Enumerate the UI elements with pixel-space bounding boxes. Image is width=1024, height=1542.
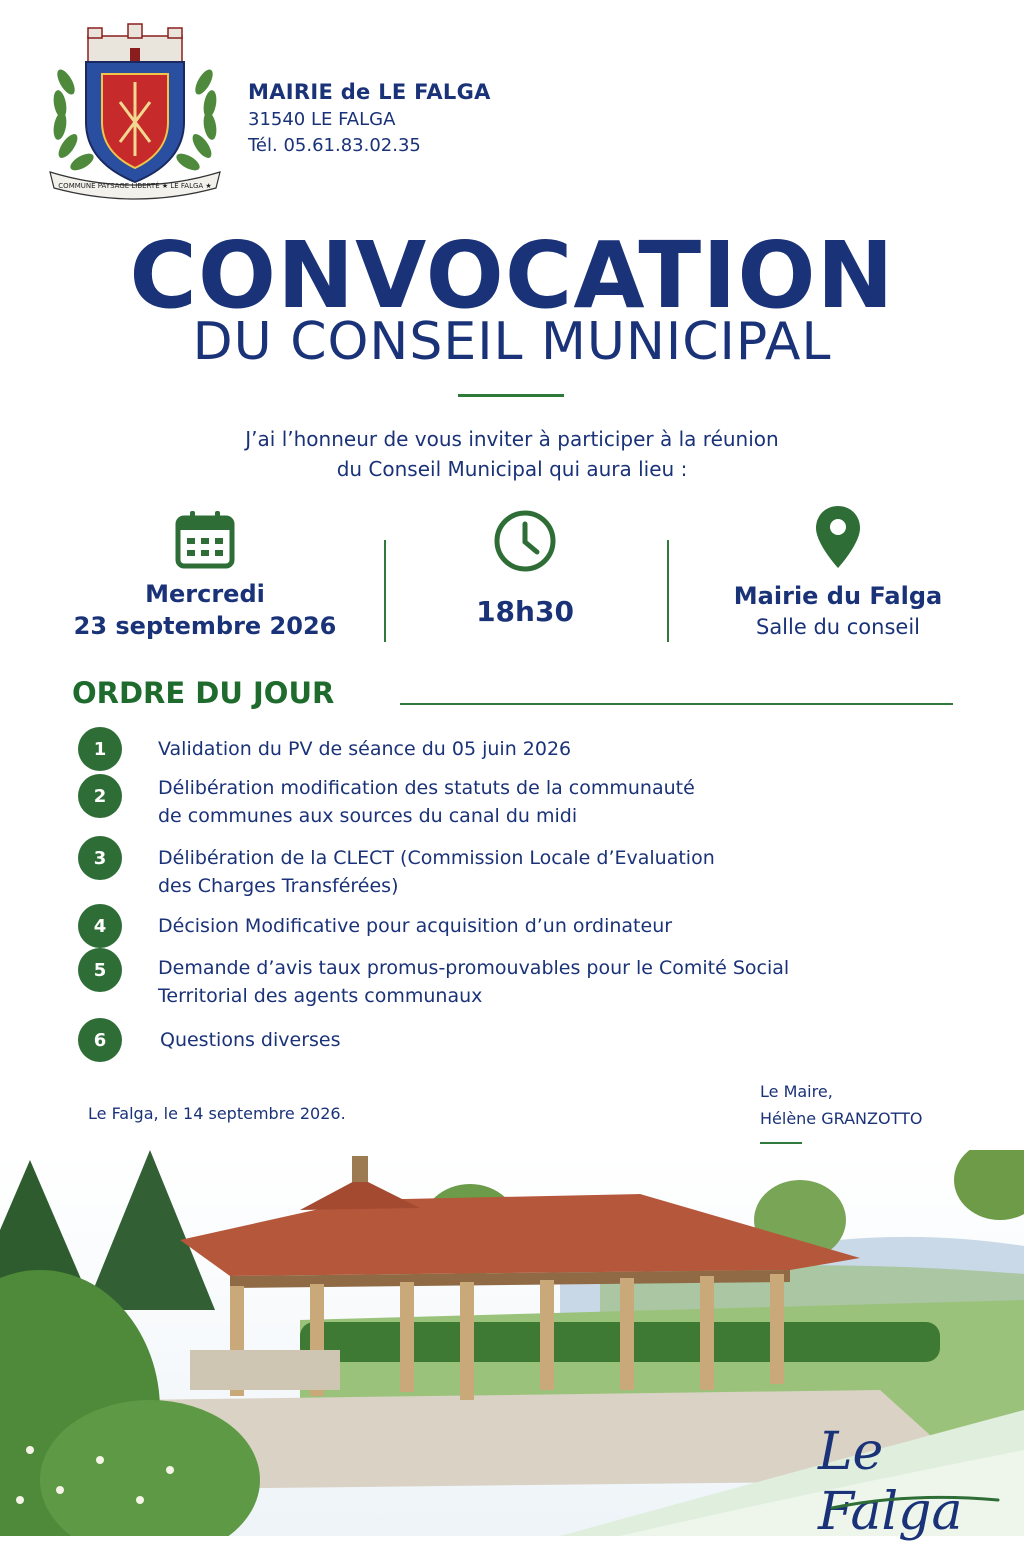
agenda-title: ORDRE DU JOUR	[72, 676, 335, 710]
intro-line-2: du Conseil Municipal qui aura lieu :	[336, 457, 688, 481]
brand-signature: Le Falga	[818, 1422, 963, 1542]
info-divider-2	[667, 540, 669, 642]
agenda-number-badge: 1	[78, 727, 122, 771]
title-divider	[458, 394, 564, 397]
signer-name: Hélène GRANZOTTO	[760, 1109, 923, 1128]
meeting-place: Mairie du Falga	[733, 582, 943, 610]
calendar-icon	[173, 508, 237, 572]
map-pin-icon	[813, 504, 863, 570]
agenda-item-line: des Charges Transférées)	[158, 875, 399, 897]
info-divider-1	[384, 540, 386, 642]
agenda-item-text	[158, 844, 898, 900]
signer-title: Le Maire,	[760, 1082, 833, 1101]
intro-text	[0, 424, 1024, 484]
agenda-number-badge: 3	[78, 836, 122, 880]
place-block	[700, 500, 976, 642]
agenda-item-line: de communes aux sources du canal du midi	[158, 805, 578, 827]
agenda-item-text	[158, 912, 898, 940]
mairie-contact	[248, 80, 491, 156]
agenda-item-line: Délibération modification des statuts de la communauté	[158, 777, 695, 799]
signature-rule	[760, 1142, 802, 1144]
intro-line-1: J’ai l’honneur de vous inviter à participer à la réunion	[245, 427, 779, 451]
agenda-item-text	[158, 735, 898, 763]
agenda-item-line: Décision Modificative pour acquisition d’un ordinateur	[158, 915, 673, 937]
agenda-item-text	[160, 1026, 900, 1054]
time-block	[410, 500, 640, 628]
page-subtitle: DU CONSEIL MUNICIPAL	[192, 312, 832, 372]
meeting-day: Mercredi	[145, 580, 265, 608]
place-and-date: Le Falga, le 14 septembre 2026.	[88, 1104, 346, 1123]
coat-of-arms-logo	[44, 22, 226, 202]
agenda-number-badge: 5	[78, 948, 122, 992]
signature-block	[760, 1078, 922, 1132]
agenda-item-line: Validation du PV de séance du 05 juin 2026	[158, 738, 572, 760]
meeting-date: 23 septembre 2026	[73, 612, 337, 640]
mairie-phone: Tél. 05.61.83.02.35	[248, 135, 421, 156]
agenda-number-badge: 4	[78, 904, 122, 948]
agenda-item-line: Questions diverses	[160, 1029, 341, 1051]
clock-icon	[492, 508, 558, 574]
mairie-address: 31540 LE FALGA	[248, 109, 396, 130]
agenda-title-rule	[400, 703, 953, 705]
agenda-item-line: Délibération de la CLECT (Commission Locale d’Evaluation	[158, 847, 715, 869]
agenda-number-badge: 6	[78, 1018, 122, 1062]
agenda-item-line: Territorial des agents communaux	[158, 985, 483, 1007]
agenda-number-badge: 2	[78, 774, 122, 818]
crest-motto: COMMUNE PAYSAGE LIBERTÉ ★ LE FALGA ★	[58, 182, 212, 190]
meeting-room: Salle du conseil	[755, 615, 920, 639]
agenda-item-text	[158, 954, 918, 1010]
date-block	[60, 500, 350, 642]
agenda-item-line: Demande d’avis taux promus-promouvables pour le Comité Social	[158, 957, 790, 979]
page-title: CONVOCATION	[129, 222, 895, 329]
mairie-name: MAIRIE de LE FALGA	[248, 80, 491, 104]
meeting-time: 18h30	[476, 595, 574, 628]
agenda-item-text	[158, 774, 898, 830]
brand-underline	[830, 1490, 1000, 1514]
